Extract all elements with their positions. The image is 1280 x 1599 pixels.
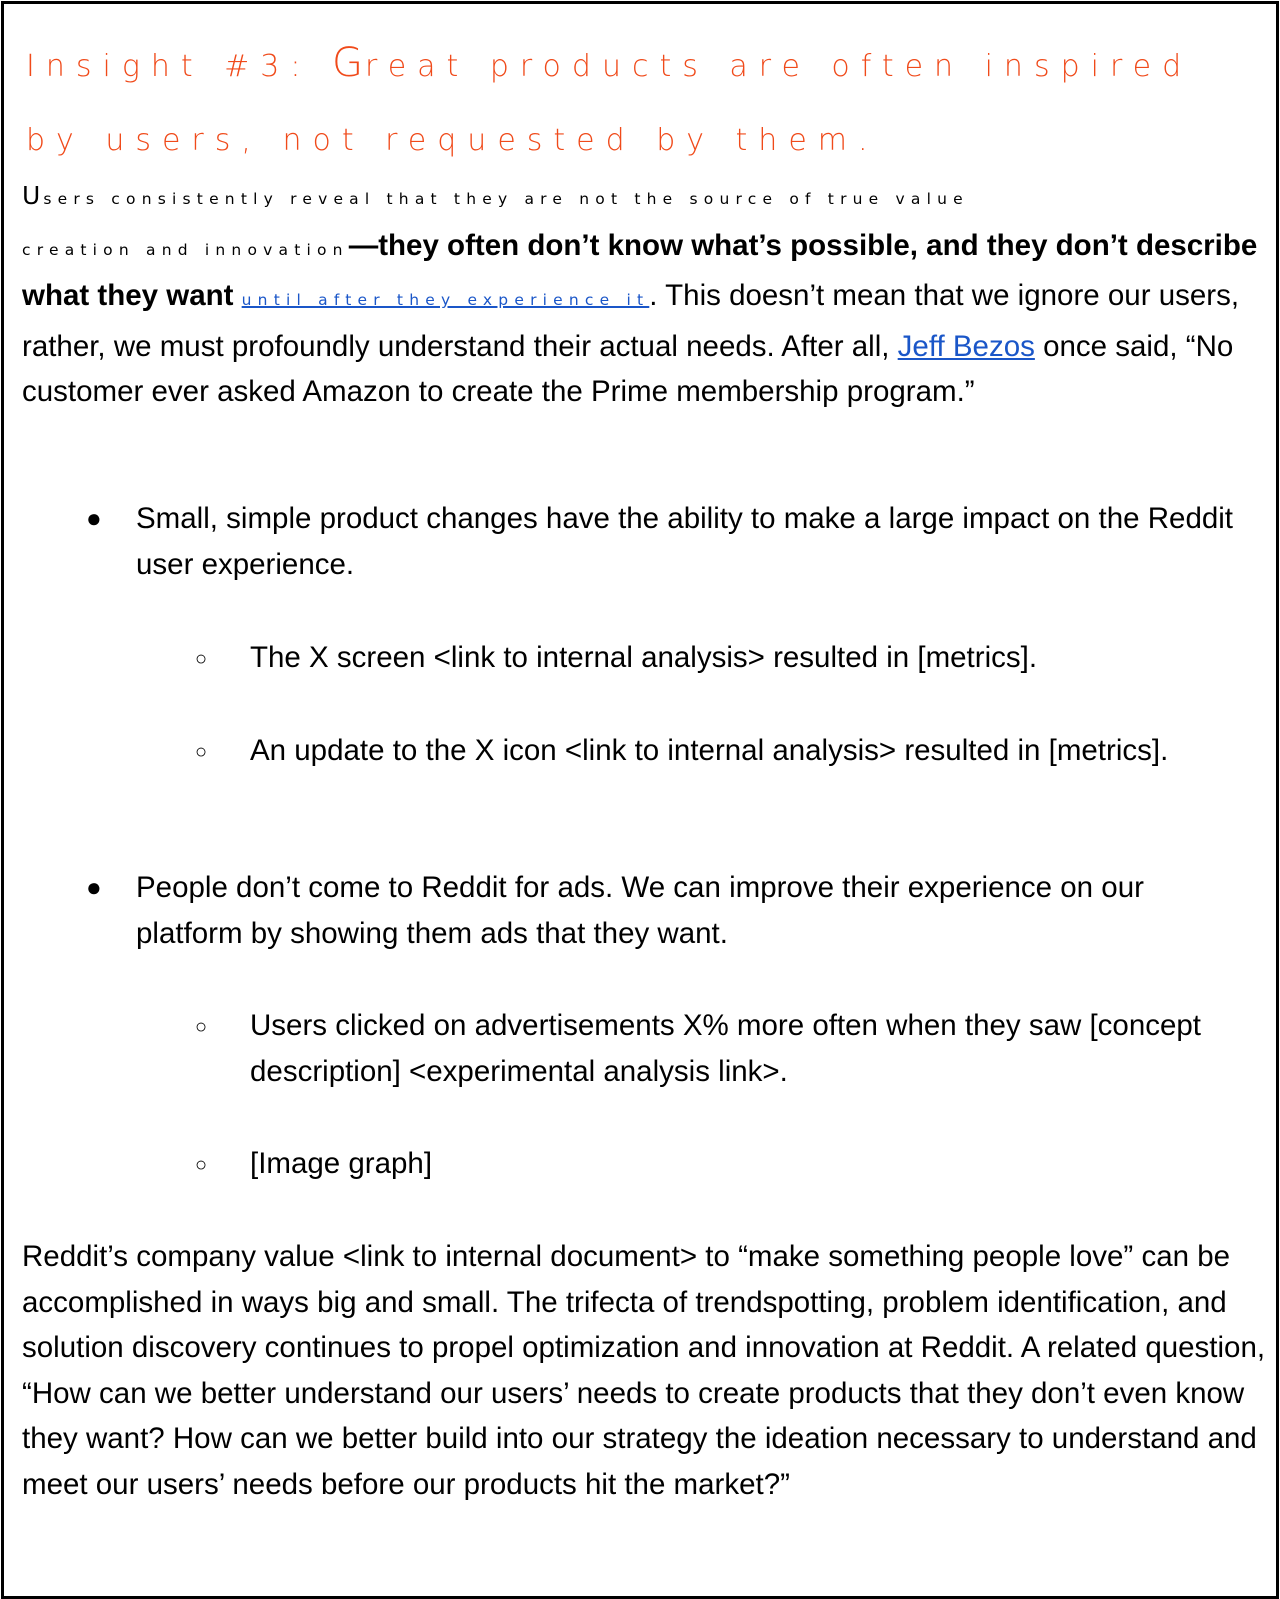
sub-bullet-text: An update to the X icon <link to internal analysis> resulted in [metrics]. [250, 734, 1169, 767]
intro-spaced-line1: sers consistently reveal that they are not the source of true value [43, 190, 969, 208]
sub-bullet-item [195, 728, 1270, 774]
heading-prefix: Insight #3: [26, 49, 333, 84]
intro-spaced-line2: creation and innovation [22, 240, 349, 259]
sub-bullet-item [195, 1003, 1270, 1094]
bullet-dot-icon: ● [86, 503, 102, 533]
sub-bullet-text: The X screen <link to internal analysis> resulted in [metrics]. [250, 641, 1038, 674]
intro-text-after-link: . This doesn’t mean that we ignore our users, rather, we must profoundly understand their actual needs. After all, [22, 279, 1240, 363]
sub-bullet-item [195, 635, 1270, 681]
bullet-text: Small, simple product changes have the ability to make a large impact on the Reddit user experience. [136, 502, 1234, 581]
insight-heading [26, 26, 1266, 178]
heading-big-letter: G [332, 40, 366, 86]
sub-bullet-text: Users clicked on advertisements X% more often when they saw [concept description] <experimental analysis link>. [250, 1009, 1202, 1088]
intro-bold-text: —they often don’t know what’s possible, and they don’t describe what they want [22, 228, 1258, 312]
closing-paragraph: Reddit’s company value <link to internal document> to “make something people love” can be accomplished in ways big and small. The trifecta of trendspotting, problem identification, and solution discovery continues to propel optimization and innovation at Reddit. A related question, “How can we better understand our users’ needs to create products that they don’t even know they want? How can we better build into our strategy the ideation necessary to understand and meet our users’ needs before our products hit the market?” [22, 1240, 1266, 1501]
sub-bullet-circle-icon: ○ [195, 1016, 208, 1038]
sub-bullet-circle-icon: ○ [195, 648, 208, 670]
jeff-bezos-link[interactable]: Jeff Bezos [897, 329, 1035, 363]
intro-spaced-cap: U [22, 181, 44, 210]
bullet-dot-icon: ● [86, 872, 102, 902]
bullet-text: People don’t come to Reddit for ads. We can improve their experience on our platform by showing them ads that they want. [136, 871, 1144, 950]
sub-bullet-circle-icon: ○ [195, 741, 208, 763]
bullet-item [86, 496, 1256, 587]
sub-bullet-circle-icon: ○ [195, 1154, 208, 1176]
intro-paragraph [22, 172, 1267, 415]
experience-link[interactable]: until after they experience it [241, 291, 650, 309]
heading-line1-rest: reat products are often inspired [365, 49, 1193, 84]
document-page [1, 1, 1279, 1599]
intro-text-end: once said, “No customer ever asked Amazon to create the Prime membership program.” [22, 329, 1234, 408]
bullet-item [86, 865, 1256, 956]
heading-line2: by users, not requested by them. [26, 123, 879, 158]
sub-bullet-text: [Image graph] [250, 1147, 433, 1180]
sub-bullet-item [195, 1141, 1270, 1187]
